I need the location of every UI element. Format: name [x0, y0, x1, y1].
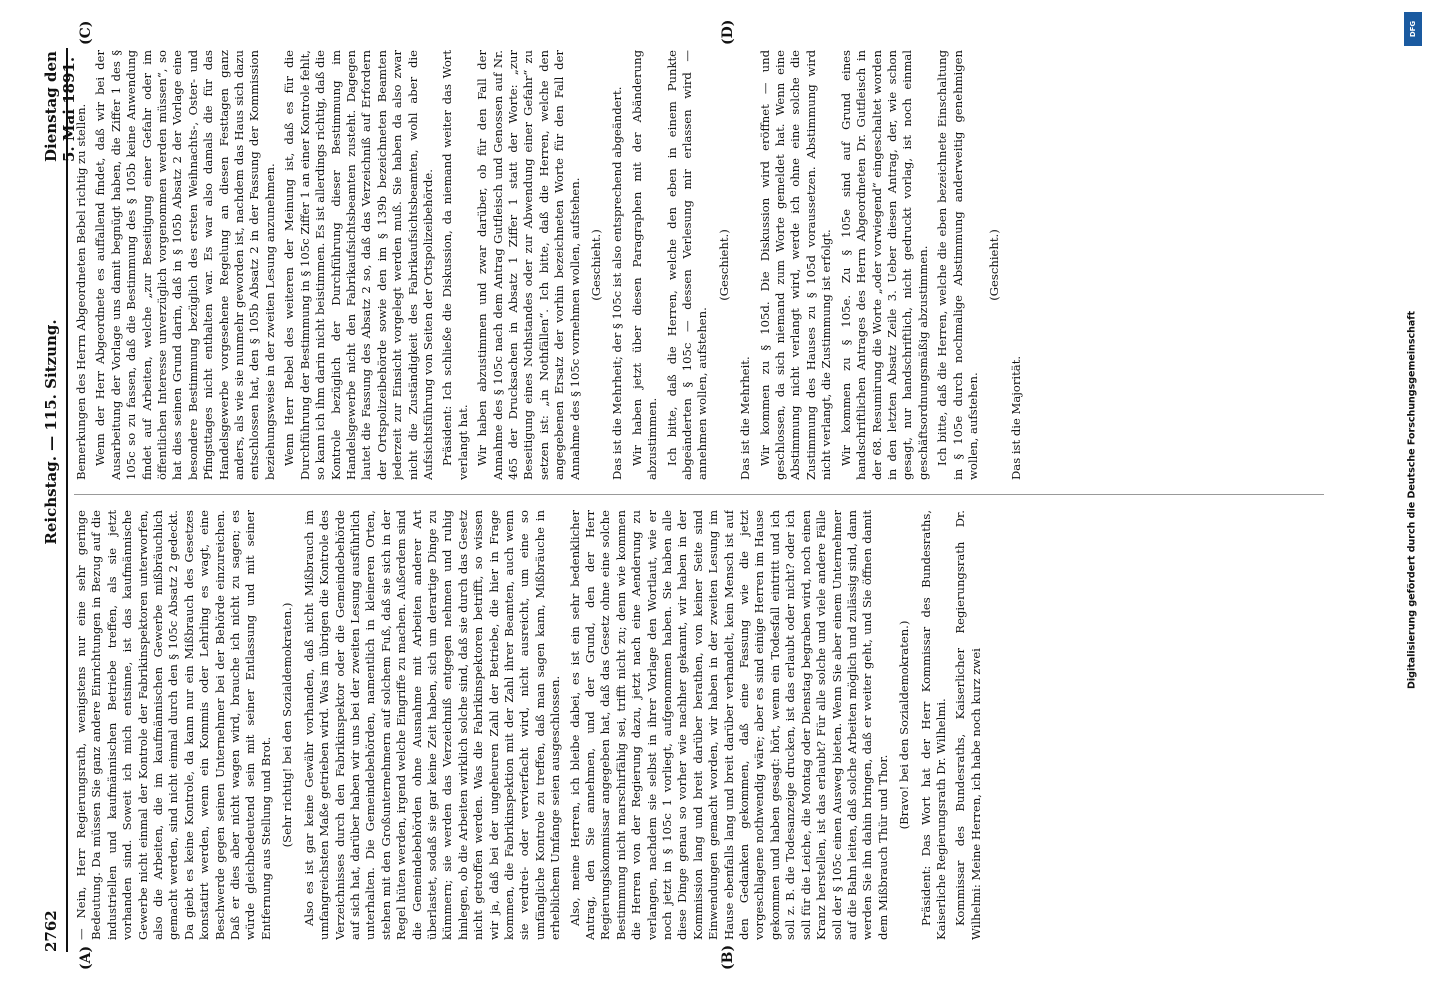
paragraph: Wenn der Herr Abgeordnete es auffallend findet, daß wir bei der Ausarbeitung der Vorlage uns damit begnügt haben, die Ziffer 1 des § 105c so zu fassen, daß die Bestimmung des § 105b keine Anwendung findet auf Arbeiten, welche „zur Beseitigung einer Gefahr oder im öffentlichen Interesse unverzüglich vorgenommen werden müssen“, so hat dies seinen Grund darin, daß in § 105b Absatz 2 der Vorlage eine besondere Bestimmung bezüglich des ersten Weihnachts-, Oster- und Pfingsttages nicht enthalten war. Es war also damals die für das Handelsgewerbe vorgesehene Regelung an diesen Festtagen ganz anders, als wie sie nunmehr geworden ist, nachdem das Haus sich dazu entschlossen hat, den § 105b Absatz 2 in der Fassung der Kommission beziehungsweise in der zweiten Lesung anzunehmen. — [93, 50, 277, 480]
page-number: 2762 — [42, 910, 60, 952]
paragraph: Wenn Herr Bebel des weiteren der Meinung ist, daß es für die Durchführung der Bestimmung in § 105c Ziffer 1 an einer Kontrole fehlt, so kann ich ihm darin nicht beistimmen. Es ist allerdings richtig, daß die Kontrole bezüglich der Durchführung dieser Bestimmung im Handelsgewerbe nicht den Fabrikaufsichtsbeamten zusteht. Dagegen lautet die Fassung des Absatz 2 so, daß das Verzeichniß auf Erfordern der Ortspolizeibehörde sowie den im § 139b bezeichneten Beamten jederzeit zur Einsicht vorgelegt werden muß. Sie haben da also zwar nicht die Zuständigkeit des Fabrikaufsichtsbeamten, wohl aber die Aufsichtsführung von Seiten der Ortspolizeibehörde. — [282, 50, 435, 480]
paragraph: Wir kommen zu § 105d. Die Diskussion wird eröffnet — und geschlossen, da sich niemand zum Worte gemeldet hat. Wenn eine Abstimmung nicht verlangt wird, werde ich ohne eine solche die Zustimmung des Hauses zu § 105d voraussetzen. Abstimmung wird nicht verlangt, die Zustimmung ist erfolgt. — [757, 50, 834, 480]
right-column — [74, 50, 1324, 480]
paragraph: Wir haben abzustimmen und zwar darüber, ob für den Fall der Annahme des § 105c nach dem Antrag Gutfleisch und Genossen auf Nr. 465 der Drucksachen in Absatz 1 Ziffer 1 statt der Worte: „zur Beseitigung eines Nothstandes oder zur Abwendung einer Gefahr“ zu setzen ist: „in Nothfällen“. Ich bitte, daß die Herren, welche den angegebenen Ersatz der vorhin bezeichneten Worte für den Fall der Annahme des § 105c vornehmen wollen, aufstehen. — [475, 50, 582, 480]
digitization-credit: Digitalisierung gefördert durch die Deutsche Forschungsgemeinschaft — [1406, 311, 1418, 689]
speaker-paragraph: Präsident: Ich schließe die Diskussion, da niemand weiter das Wort verlangt hat. — [440, 50, 470, 480]
dfg-logo-icon — [1404, 12, 1422, 46]
paragraph: Also es ist gar keine Gewähr vorhanden, daß nicht Mißbrauch im umfangreichsten Maße getrieben wird. Was im übrigen die Kontrole des Verzeichnisses durch den Fabrikinspektor oder die Gemeindebehörde auf sich hat, darüber haben wir uns bei der zweiten Lesung ausführlich unterhalten. Die Gemeindebehörden, namentlich in kleineren Orten, stehen mit den Großunternehmern auf solchem Fuß, daß sie sich in der Regel hüten werden, irgend welche Eingriffe zu machen. Außerdem sind die Gemeindebehörden ohne Ausnahme mit Arbeiten anderer Art überlastet, sodaß sie gar keine Zeit haben, sich um derartige Dinge zu kümmern; sie werden das Verzeichniß entgegen nehmen und ruhig hinlegen, ob die Arbeiten wirklich solche sind, daß sie durch das Gesetz nicht getroffen werden. Was die Fabrikinspektoren betrifft, so wissen wir ja, daß bei der ungeheuren Zahl der Betriebe, die hier in Frage kommen, die Fabrikinspektion mit der Zahl ihrer Beamten, auch wenn sie verdrei- oder vervierfacht wird, nicht ausreicht, um eine so umfängliche Kontrole zu treffen, daß man sagen kann, Mißbräuche in erheblichem Umfange seien ausgeschlossen. — [301, 510, 563, 940]
interjection: (Geschieht.) — [716, 229, 731, 301]
paragraph: Also, meine Herren, ich bleibe dabei, es ist ein sehr bedenklicher Antrag, den Sie annehmen, und der Grund, den der Herr Regierungskommissar angegeben hat, daß das Gesetz ohne eine solche Bestimmung nicht marschirfähig sei, trifft nicht zu; denn wie kommen die Herren von der Regierung dazu, jetzt nach eine Aenderung zu verlangen, nachdem sie selbst in ihrer Vorlage den Wortlaut, wie er noch jetzt in § 105c 1 vorliegt, aufgenommen haben. Sie haben alle diese Dinge genau so vorher wie nachher gekannt, wir haben in der Kommission lang und breit darüber berathen, von keiner Seite sind Einwendungen gemacht worden, wir haben in der zweiten Lesung im Hause ebenfalls lang und breit darüber verhandelt, kein Mensch ist auf den Gedanken gekommen, daß eine Fassung wie die jetzt vorgeschlagene nothwendig wäre; aber es sind einige Herren im Hause gekommen und haben gesagt: hört, wenn ein Todesfall eintritt und ich soll z. B. die Todesanzeige drucken, ist das erlaubt oder nicht? oder ich soll für die Leiche, die Montag oder Dienstag begraben wird, noch einen Kranz herstellen, ist das erlaubt? Für alle solche und viele andere Fälle soll der § 105c einen Ausweg bieten. Wenn Sie aber einem Unternehmer auf die Bahn leiten, daß solche Arbeiten möglich und zulässig sind, dann werden Sie ihn dahin bringen, daß er weiter geht, und Sie öffnen damit dem Mißbrauch Thür und Thor. — [567, 510, 890, 940]
paragraph: Bemerkungen des Herrn Abgeordneten Bebel richtig zu stellen. — [74, 103, 88, 480]
dfg-logo-text: DFG — [1409, 20, 1417, 38]
interjection: (Bravo! bei den Sozialdemokraten.) — [897, 620, 912, 830]
marker-a: (A) — [78, 945, 94, 970]
marker-c: (C) — [78, 20, 94, 45]
left-column — [74, 510, 1324, 940]
paragraph: Wir haben jetzt über diesen Paragraphen mit der Abänderung abzustimmen. — [629, 50, 660, 480]
marker-b: (B) — [720, 944, 736, 970]
speaker-paragraph: Präsident: Das Wort hat der Herr Kommissar des Bundesraths, Kaiserliche Regierungsrath Dr. Wilhelmi. — [918, 510, 948, 940]
paragraph: Das ist die Mehrheit; der § 105c ist also entsprechend abgeändert. — [610, 86, 625, 480]
paragraph: Das ist die Mehrheit. — [738, 356, 753, 480]
marker-d: (D) — [720, 19, 736, 45]
session-title: Reichstag. — 115. Sitzung. — [42, 319, 60, 545]
paragraph: Ich bitte, daß die Herren, welche den eben in einem Punkte abgeänderten § 105c — dessen Verlesung mir erlassen wird — annehmen wollen, aufstehen. — [664, 50, 710, 480]
interjection: (Geschieht.) — [987, 229, 1002, 301]
column-divider — [74, 494, 1324, 495]
interjection: (Sehr richtig! bei den Sozialdemokraten.) — [280, 602, 295, 848]
interjection: (Geschieht.) — [589, 229, 603, 301]
paragraph: Wir kommen zu § 105e. Zu § 105e sind auf Grund eines handschriftlichen Antrages des Herrn Abgeordneten Dr. Gutfleisch in der 68. Resumirung die Worte „oder vorwiegend“ eingeschaltet worden in den letzten Absatz Zeile 3. Ueber diesen Antrag, der, wie schon gesagt, nur handschriftlich, nicht gedruckt vorlag, ist noch einmal geschäftsordnungsmäßig abzustimmen. — [838, 50, 930, 480]
paragraph: Ich bitte, daß die Herren, welche die eben bezeichnete Einschaltung in § 105e durch nochmalige Abstimmung anderweitig genehmigen wollen, aufstehen. — [935, 50, 980, 480]
page-header — [40, 48, 78, 952]
session-date: Dienstag den 5. Mai 1891. — [42, 51, 78, 162]
paragraph: Das ist die Majorität. — [1008, 355, 1023, 480]
speaker-paragraph: Kommissar des Bundesraths, Kaiserlicher Regierungsrath Dr. Wilhelmi: Meine Herren, ich habe noch kurz zwei — [953, 510, 983, 940]
paragraph: — Nein, Herr Regierungsrath, wenigstens nur eine sehr geringe Bedeutung. Da müssen Sie ganz andere Einrichtungen in Bezug auf die industriellen und kaufmännischen Betriebe treffen, als sie jetzt vorhanden sind. Soweit ich mich entsinne, ist das kaufmännische Gewerbe nicht einmal der Kontrole der Fabrikinspektoren unterworfen, also die Arbeiten, die im kaufmännischen Gewerbe mißbräuchlich gemacht werden, sind nicht einmal durch den § 105c Absatz 2 gedeckt. Da giebt es keine Kontrole, da kann nur ein Mißbrauch des Gesetzes konstatirt werden, wenn ein Kommis oder Lehrling es wagt, eine Beschwerde gegen seinen Unternehmer bei der Behörde einzureichen. Daß er dies aber nicht wagen wird, brauche ich nicht zu sagen; es würde gleichbedeutend sein mit seiner Entlassung und mit seiner Entfernung aus Stellung und Brot. — [74, 510, 273, 940]
